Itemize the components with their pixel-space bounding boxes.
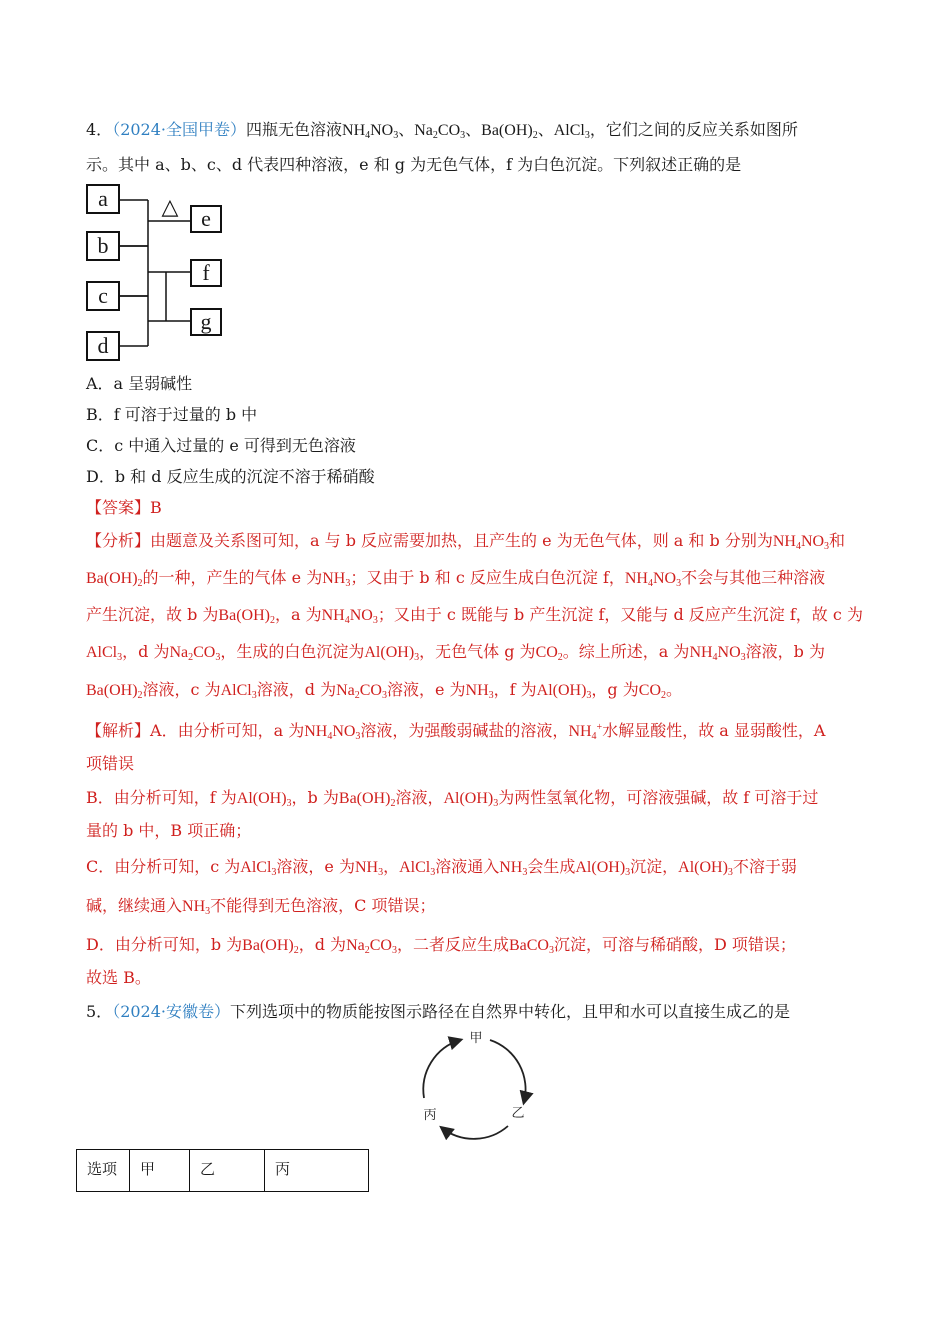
analysis-line3: 产生沉淀，故 b 为$Ba(OH)_2$，a 为$NH_4NO_3$；又由于 c 既能与 b 产生沉淀 f，又能与 d 反应产生沉淀 f，故 c 为 [86, 605, 863, 626]
question-source: （2024·安徽卷） [112, 1002, 230, 1021]
diagram-node-e: e [190, 205, 222, 233]
diagram-node-b: b [86, 231, 120, 261]
option-a: A．a 呈弱碱性 [86, 374, 193, 393]
jiexi-c-line1: C．由分析可知，c 为AlCl$_3$溶液，e 为$NH_3$，AlCl$_3$溶液通入$NH_3$会生成$Al(OH)_3$沉淀，$Al(OH)_3$不溶于弱 [86, 857, 797, 878]
diagram-node-d: d [86, 331, 120, 361]
jiexi-d-line1: D．由分析可知，b 为$Ba(OH)_2$，d 为$Na_2CO_3$，二者反应生成BaCO$_3$沉淀，可溶与稀硝酸，D 项错误； [86, 935, 796, 956]
q4-stem-line1: 4．（2024·全国甲卷）四瓶无色溶液$NH_4NO_3$、$Na_2CO_3$、$Ba(OH)_2$、AlCl$_3$，它们之间的反应关系如图所 [86, 120, 798, 141]
analysis-line4: AlCl$_3$，d 为$Na_2CO_3$，生成的白色沉淀为$Al(OH)_3$，无色气体 g 为$CO_2$。综上所述，a 为$NH_4NO_3$溶液，b 为 [86, 642, 825, 663]
diagram-node-f: f [190, 259, 222, 287]
cycle-node-bing: 丙 [423, 1108, 437, 1123]
q4-stem-line2: 示。其中 a、b、c、d 代表四种溶液，e 和 g 为无色气体，f 为白色沉淀。下列叙述正确的是 [86, 155, 742, 174]
jiexi-b-line1: B．由分析可知，f 为$Al(OH)_3$，b 为$Ba(OH)_2$溶液，$Al(OH)_3$为两性氢氧化物，可溶液强碱，故 f 可溶于过 [86, 788, 819, 809]
table-header-cell: 乙 [190, 1150, 265, 1192]
table-header-cell: 丙 [265, 1150, 369, 1192]
jiexi-c-line2: 碱，继续通入$NH_3$不能得到无色溶液，C 项错误； [86, 896, 436, 917]
diagram-node-c: c [86, 281, 120, 311]
cycle-node-yi: 乙 [511, 1106, 525, 1121]
option-b: B．f 可溶于过量的 b 中 [86, 405, 258, 424]
question-number: 4． [86, 120, 113, 139]
question-source: （2024·全国甲卷） [112, 120, 246, 139]
table-header-cell: 选项 [77, 1150, 130, 1192]
table-header-row [77, 1150, 369, 1192]
jiexi-b-line2: 量的 b 中，B 项正确； [86, 821, 252, 840]
options-table [76, 1149, 369, 1192]
table-header-cell: 甲 [130, 1150, 190, 1192]
answer-line: 【答案】B [86, 498, 162, 517]
jiexi-a-line1: 【解析】A．由分析可知，a 为$NH_4NO_3$溶液，为强酸弱碱盐的溶液，$NH_4^+$水解显酸性，故 a 显弱酸性，A [86, 721, 826, 742]
formula-alcl3: AlCl$_3$ [553, 122, 590, 141]
diagram-node-a: a [86, 184, 120, 214]
jiexi-conclusion: 故选 B。 [86, 968, 151, 987]
diagram-node-g: g [190, 308, 222, 336]
formula-na2co3: $Na_2CO_3$ [414, 122, 466, 141]
analysis-line2: $Ba(OH)_2$的一种，产生的气体 e 为$NH_3$；又由于 b 和 c 反应生成白色沉淀 f，$NH_4NO_3$不会与其他三种溶液 [86, 568, 826, 589]
option-d: D．b 和 d 反应生成的沉淀不溶于稀硝酸 [86, 467, 375, 486]
formula-nh4no3: $NH_4NO_3$ [342, 122, 399, 141]
cycle-node-jia: 甲 [469, 1031, 483, 1046]
jiexi-a-line2: 项错误 [86, 754, 135, 773]
option-c: C．c 中通入过量的 e 可得到无色溶液 [86, 436, 356, 455]
formula-baoh2: $Ba(OH)_2$ [481, 122, 538, 141]
analysis-line1: 【分析】由题意及关系图可知，a 与 b 反应需要加热，且产生的 e 为无色气体，则 a 和 b 分别为$NH_4NO_3$和 [86, 531, 846, 552]
cycle-diagram [410, 1026, 540, 1146]
question-number: 5． [86, 1002, 113, 1021]
analysis-line5: $Ba(OH)_2$溶液，c 为AlCl$_3$溶液，d 为$Na_2CO_3$溶液，e 为$NH_3$，f 为$Al(OH)_3$，g 为$CO_2$。 [86, 680, 683, 701]
heat-symbol: △ [161, 194, 179, 219]
q5-stem: 5．（2024·安徽卷）下列选项中的物质能按图示路径在自然界中转化，且甲和水可以直接生成乙的是 [86, 1002, 791, 1021]
